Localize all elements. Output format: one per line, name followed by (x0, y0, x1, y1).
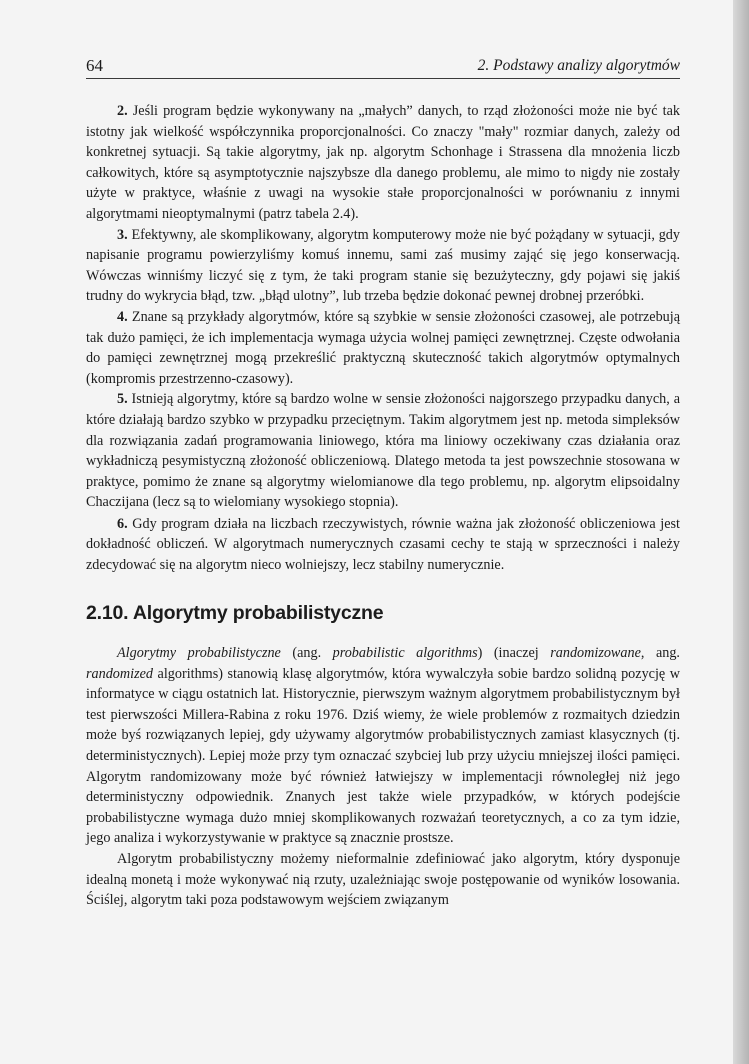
page-header (86, 56, 680, 79)
list-item (86, 514, 680, 575)
section-paragraph (86, 643, 680, 849)
term-italic: Algorytmy probabilistyczne (117, 645, 281, 662)
text-run: , ang. (640, 645, 680, 662)
item-text: Znane są przykłady algorytmów, które są szybkie w sensie złożoności czasowej, ale potrzebują tak dużo pamięci, że ich implementacja wymaga użycia wolnej pamięci zewnętrznej. Częste odwołania do pamięci zewnętrznej mogą przekreślić praktyczną skuteczność takich algorytmów optymalnych (kompromis przestrzenno-czasowy). (86, 308, 681, 387)
list-item (86, 307, 680, 389)
list-item (86, 101, 680, 225)
term-italic: randomizowane (550, 645, 641, 662)
item-number: 4. (117, 308, 128, 325)
list-item (86, 389, 680, 513)
page-content (86, 101, 680, 911)
term-italic: randomized (86, 665, 153, 682)
item-text: Gdy program działa na liczbach rzeczywistych, równie ważna jak złożoność obliczeniowa jest dokładność obliczeń. W algorytmach numerycznych czasami cechy te stają w sprzeczności i należy zdecydować się na algorytm nieco wolniejszy, lecz stabilny numerycznie. (86, 515, 680, 573)
page-edge-shadow (733, 0, 749, 1064)
section-heading: 2.10. Algorytmy probabilistyczne (86, 602, 384, 625)
item-text: Istnieją algorytmy, które są bardzo wolne w sensie złożoności najgorszego przypadku danych, a które działają bardzo szybko w przypadku przeciętnym. Takim algorytmem jest np. metoda simpleksów dla rozwiązania zadań programowania liniowego, która ma liniowy oczekiwany czas działania oraz wykładniczą pesymistyczną złożoność obliczeniową. Dlatego metoda ta jest powszechnie stosowana w praktyce, pomimo że znane są algorytmy wielomianowe dla tego problemu, np. algorytm elipsoidalny Chaczijana (lecz są to wielomiany wysokiego stopnia). (86, 391, 680, 511)
item-number: 2. (117, 103, 128, 119)
text-run: ) (inaczej (477, 645, 551, 662)
section-paragraph: Algorytm probabilistyczny możemy nieformalnie zdefiniować jako algorytm, który dysponuje idealną monetą i może wykonywać nią rzuty, uzależniając swoje postępowanie od wyników losowania. Ściślej, algorytm taki poza podstawowym wejściem związanym (86, 851, 680, 909)
term-italic: probabilistic algorithms (332, 645, 478, 662)
item-number: 6. (117, 515, 128, 532)
list-item (86, 225, 680, 307)
page-number: 64 (86, 56, 103, 75)
item-number: 5. (117, 391, 128, 408)
item-text: Jeśli program będzie wykonywany na „małych” danych, to rząd złożoności może nie być tak istotny jak wielkość współczynnika proporcjonalności. Co znaczy "mały" rozmiar danych, zależy od konkretnej sytuacji. Są takie algorytmy, jak np. algorytm Schonhage i Strassena dla mnożenia liczb całkowitych, które są asymptotycznie najszybsze dla danego problemu, ale mimo to nigdy nie zostały użyte w praktyce, właśnie z uwagi na wysokie stałe proporcjonalności w porównaniu z innymi algorytmami nieoptymalnymi (patrz tabela 2.4). (86, 103, 681, 222)
text-run: (ang. (280, 645, 333, 662)
item-text: Efektywny, ale skomplikowany, algorytm komputerowy może nie być pożądany w sytuacji, gdy napisanie programu powierzyliśmy komuś innemu, sami zaś musimy zająć się jego konserwacją. Wówczas winniśmy liczyć się z tym, że taki program stanie się bezużyteczny, gdy pojawi się jakiś trudny do wykrycia błąd, tzw. „błąd ulotny”, lub trzeba będzie dokonać pewnej drobnej przeróbki. (86, 226, 680, 305)
text-run: algorithms) stanowią klasę algorytmów, która wywalczyła sobie bardzo solidną pozycję w informatyce w ciągu ostatnich lat. Historycznie, pierwszym ważnym algorytmem probabilistycznym był test pierwszości Millera-Rabina z roku 1976. Dziś wiemy, że wiele problemów z rozmaitych dziedzin może byś rozwiązanych lepiej, gdy używamy algorytmów probabilistycznych zamiast klasycznych (tj. deterministycznych). Lepiej może przy tym oznaczać szybciej lub przy użyciu mniejszej ilości pamięci. Algorytm randomizowany może być również łatwiejszy w implementacji równoległej niż jego deterministyczny odpowiednik. Znanych jest także wiele przypadków, w których podejście probabilistyczne wymaga dużo mniej skomplikowanych rozważań teoretycznych, a co za tym idzie, jego analiza i wykorzystywanie w praktyce są znacznie prostsze. (86, 665, 680, 847)
item-number: 3. (117, 226, 128, 243)
running-head: 2. Podstawy analizy algorytmów (477, 57, 680, 74)
